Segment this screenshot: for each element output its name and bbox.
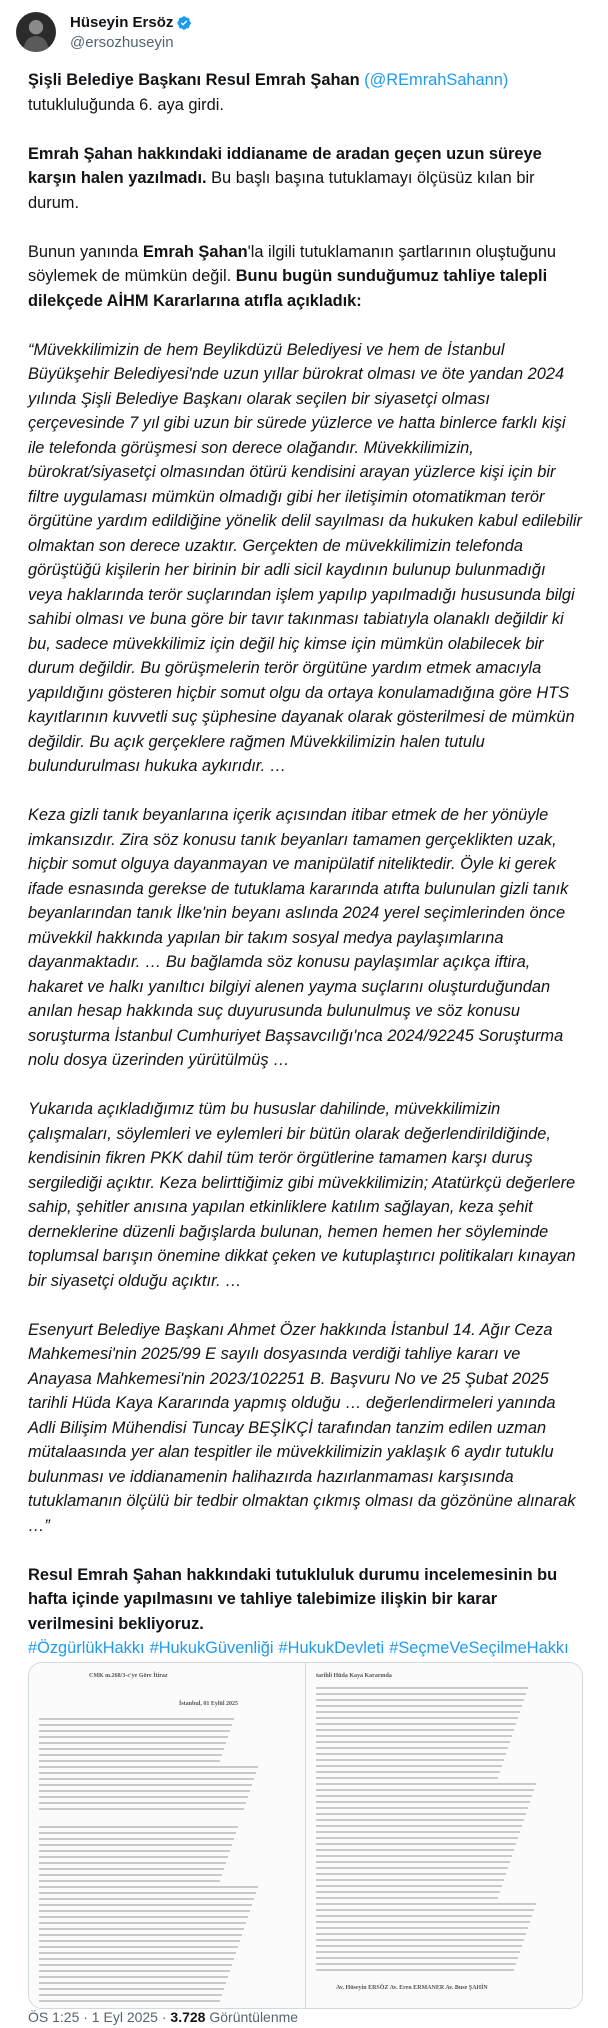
doc-text-line <box>316 1783 536 1785</box>
doc-text-line <box>39 1988 224 1990</box>
hashtag[interactable]: #ÖzgürlükHakkı <box>28 1639 145 1657</box>
doc-text-line <box>316 1735 512 1737</box>
doc-text-line <box>316 1777 498 1779</box>
doc-text-line <box>39 1868 224 1870</box>
paragraph-1 <box>28 68 583 117</box>
doc-text-line <box>316 1927 528 1929</box>
doc-text-line <box>316 1687 528 1689</box>
doc-text-line <box>39 1772 256 1774</box>
doc-text-line <box>39 1898 254 1900</box>
doc-text-line <box>39 1790 250 1792</box>
paragraph-2 <box>28 142 583 216</box>
doc-text-line <box>316 1909 534 1911</box>
doc-text-line <box>316 1807 528 1809</box>
hashtags <box>28 1636 583 1661</box>
doc-text-line <box>39 1856 228 1858</box>
doc-title: CMK m.268/3-c'ye Göre İtiraz <box>89 1673 168 1679</box>
doc-text-line <box>316 1789 534 1791</box>
doc-text-line <box>316 1825 522 1827</box>
doc-text-line <box>39 1760 220 1762</box>
p3-bold: Bunu bugün sunduğumuz tahliye talepli dilekçede AİHM Kararlarına atıfla açıkladık: <box>28 267 548 310</box>
doc-text-line <box>316 1753 506 1755</box>
quote-1: “Müvekkilimizin de hem Beylikdüzü Belediyesi ve hem de İstanbul Büyükşehir Belediyesi'nde uzun yıllar bürokrat olması ve öte yandan 2024 yılında Şişli Belediye Başkanı olarak seçilen bir siyasetçi olması çerçevesinde 7 yıl gibi uzun bir sürede yüzlerce ve hatta binlerce farklı kişi ile telefonda görüşmesi son derece olağandır. Müvekkilimizin, bürokrat/siyasetçi olmasından ötürü kendisini arayan yüzlerce kişi için bir filtre uygulaması mümkün olmadığı gibi her iletişimin otomatikman terör örgütüne yardım edildiğine yönelik delil sayılması da hukuken kabul edilebilir olmaktan son derece uzaktır. Gerçekten de müvekkilimizin telefonda görüştüğü kişilerin her birinin bir adli sicil kaydının bulunup bulunmadığı veya haklarında terör suçlarından işlem yapılıp yapılmadığı hususunda bilgi sahibi olması ve buna göre bir tavır takınması tabiatıyla olanaklı değildir ki bu, sadece müvekkilimiz için değil hiç kimse için mümkün olabilecek bir durum değildir. Bu görüşmelerin terör örgütüne yardım etmek amacıyla yapıldığını gösteren hiçbir somut olgu da ortaya konulamadığına göre HTS kayıtlarının kuvvetli suç şüphesine dayanak olarak gösterilmesi de mümkün değildir. Bu açık gerçeklere rağmen Müvekkilimizin halen tutulu bulundurulması hukuka aykırıdır. … <box>28 340 582 775</box>
attached-document-images[interactable] <box>28 1662 583 2009</box>
doc-text-line <box>39 1952 236 1954</box>
p1-bold: Şişli Belediye Başkanı Resul Emrah Şahan <box>28 71 360 89</box>
doc-text-line <box>39 1718 234 1720</box>
doc-text-line <box>316 1717 518 1719</box>
doc-text-line <box>39 2000 220 2002</box>
doc-text-line <box>316 1891 500 1893</box>
hashtag[interactable]: #HukukGüvenliği <box>149 1639 274 1657</box>
doc-text-line <box>39 1994 222 1996</box>
paragraph-3 <box>28 240 583 314</box>
doc-text-line <box>316 1939 524 1941</box>
doc-text-line <box>316 1771 500 1773</box>
doc-text-line <box>316 1813 526 1815</box>
timestamp[interactable]: ÖS 1:25 · 1 Eyl 2025 · <box>28 2009 167 2025</box>
doc-text-line <box>316 1879 504 1881</box>
doc-text-line <box>39 1730 230 1732</box>
doc-text-line <box>316 1933 526 1935</box>
doc-text-line <box>39 1958 234 1960</box>
doc-signatures: Av. Hüseyin ERSÖZ Av. Eren ERMANER Av. Buse ŞAHİN <box>336 1985 488 1991</box>
doc-text-line <box>39 1796 248 1798</box>
view-count: 3.728 <box>170 2009 206 2025</box>
doc-text-line <box>39 1850 230 1852</box>
doc-text-line <box>39 1838 234 1840</box>
doc-text-line <box>316 1969 514 1971</box>
doc-text-line <box>316 1729 514 1731</box>
doc-text-line <box>316 1915 532 1917</box>
doc-text-line <box>316 1945 522 1947</box>
doc-text-line <box>39 1922 246 1924</box>
doc-text-line <box>39 1808 244 1810</box>
doc-text-line <box>39 1844 232 1846</box>
doc-text-line <box>316 1843 516 1845</box>
tweet-header <box>16 12 592 56</box>
doc-text-line <box>316 1861 510 1863</box>
doc-date: İstanbul, 01 Eylül 2025 <box>179 1701 239 1707</box>
doc-text-line <box>316 1885 502 1887</box>
doc-text-line <box>316 1855 512 1857</box>
doc-text-line <box>39 1802 246 1804</box>
doc-text-line <box>316 1705 522 1707</box>
avatar[interactable] <box>16 12 56 52</box>
author-handle[interactable]: @ersozhuseyin <box>70 34 174 51</box>
doc-text-line <box>316 1957 518 1959</box>
quote-2: Keza gizli tanık beyanlarına içerik açısından itibar etmek de her yönüyle imkansızdır. Zira söz konusu tanık beyanları tamamen gerçeklikten uzak, hiçbir somut olguya dayanmayan ve manipülatif niteliktedir. Öyle ki gerek ifade esnasında gerekse de tutuklama kararında atıfta bulunulan gizli tanık beyanlarından tanık İlke'nin beyanı aslında 2024 yerel seçimlerinden önce müvekkil hakkında yapılan bir takım sosyal medya paylaşımlarına dayanmaktadır. … Bu bağlamda söz konusu paylaşımlar açıkça iftira, hakaret ve halkı yanıltıcı bilgiyi alenen yayma suçlarını oluşturduğundan anılan hesap hakkında suç duyurusunda bulunulmuş ve söz konusu soruşturma İstanbul Cumhuriyet Başsavcılığı'nca 2024/92245 Soruşturma nolu dosya üzerinden yürütülmüş … <box>28 806 569 1069</box>
views-label: Görüntülenme <box>209 2009 299 2025</box>
doc-text-line <box>316 1831 520 1833</box>
doc-text-line <box>316 1759 504 1761</box>
doc-text-line <box>39 1910 250 1912</box>
doc-text-line <box>39 1976 228 1978</box>
p1-rest: tutukluluğunda 6. aya girdi. <box>28 95 224 114</box>
doc-text-line <box>316 1837 518 1839</box>
doc-text-line <box>316 1795 532 1797</box>
doc-text-line <box>39 1982 226 1984</box>
verified-badge-icon <box>176 15 192 31</box>
doc-text-line <box>316 1801 530 1803</box>
p2-bold: Emrah Şahan hakkındaki iddianame de aradan geçen uzun süreye karşın halen yazılmadı. <box>28 144 542 187</box>
doc-text-line <box>39 1934 242 1936</box>
doc-text-line <box>316 1765 502 1767</box>
doc-text-line <box>39 1970 230 1972</box>
doc-text-line <box>39 1964 232 1966</box>
doc-text-line <box>316 1693 526 1695</box>
mention-link[interactable]: (@REmrahSahann) <box>364 71 509 89</box>
doc-text-line <box>316 1741 510 1743</box>
doc-text-line <box>316 1921 530 1923</box>
doc-text-line <box>39 1880 220 1882</box>
tweet-footer <box>28 2009 298 2025</box>
doc-text-line <box>39 1874 222 1876</box>
doc-text-line <box>39 1940 240 1942</box>
doc-text-line <box>39 1784 252 1786</box>
tweet-text <box>28 68 583 1685</box>
doc-text-line <box>39 1748 224 1750</box>
document-page-left[interactable] <box>29 1663 306 2008</box>
quote-3: Yukarıda açıkladığımız tüm bu hususlar dahilinde, müvekkilimizin çalışmaları, söylemleri ve eylemleri bir bütün olarak değerlendirildiğinde, kendisinin fikren PKK dahil tüm terör örgütlerine tamamen karşı duruş sergilediği açıktır. Keza belirttiğimiz gibi müvekkilimizin; Atatürkçü değerlere sahip, şehitler anısına yapılan etkinliklere katılım sağlayan, keza şehit derneklerine düzenli bağışlarda bulunan, hemen hemen her söyleminde toplumsal barışın önemine dikkat çeken ve kutuplaştırıcı politikaları kınayan bir siyasetçi olduğu açıktır. … <box>28 1100 576 1290</box>
hashtag[interactable]: #HukukDevleti <box>278 1639 385 1657</box>
doc-text-line <box>316 1819 524 1821</box>
p3-a: Bunun yanında <box>28 242 139 261</box>
doc-text-line <box>39 1832 236 1834</box>
doc-text-line <box>316 1963 516 1965</box>
doc-text-line <box>39 1928 244 1930</box>
doc-text-line <box>39 1862 226 1864</box>
doc-text-line <box>39 1736 228 1738</box>
doc-text-line <box>316 1951 520 1953</box>
doc-text-line <box>39 1826 238 1828</box>
doc-text-line <box>316 1897 498 1899</box>
doc-text-line <box>39 1724 232 1726</box>
doc-text-line <box>39 1892 256 1894</box>
doc-text-line <box>316 1723 516 1725</box>
doc-text-line <box>316 1903 536 1905</box>
doc-text-line <box>316 1849 514 1851</box>
doc-text-line <box>316 1867 508 1869</box>
doc-text-line <box>39 1754 222 1756</box>
p3-name: Emrah Şahan <box>142 242 248 261</box>
quote-4: Esenyurt Belediye Başkanı Ahmet Özer hakkında İstanbul 14. Ağır Ceza Mahkemesi'nin 2025/99 E sayılı dosyasında verdiği tahliye kararı ve Anayasa Mahkemesi'nin 2023/102251 B. Başvuru No ve 25 Şubat 2025 tarihli Hüda Kaya Kararında yapmış olduğu … değerlendirmeleri yanında Adli Bilişim Mühendisi Tuncay BEŞİKÇİ tarafından tanzim edilen uzman mütalaasında yer alan tespitler ile müvekkilimizin yaklaşık 6 aydır tutuklu bulunması ve iddianamenin halihazırda hazırlanmaması karşısında tutuklamanın ölçülü bir tedbir olmaktan çıkmış olması da gözönüne alınarak …” <box>28 1320 576 1535</box>
doc-text-line <box>39 1916 248 1918</box>
doc-text-line <box>39 1904 252 1906</box>
author-name[interactable]: Hüseyin Ersöz <box>70 14 174 31</box>
doc-text-line <box>316 1873 506 1875</box>
doc-text-line <box>39 1766 258 1768</box>
p2-rest: Bu başlı başına tutuklamayı ölçüsüz kılan bir durum. <box>28 169 535 212</box>
doc-text-line <box>316 1699 524 1701</box>
doc-text-line <box>316 1747 508 1749</box>
hashtag[interactable]: #SeçmeVeSeçilmeHakkı <box>389 1639 569 1657</box>
p3-c: 'la ilgili tutuklamanın şartlarının oluştuğunu söylemek de mümkün değil. <box>28 242 556 285</box>
author-name-row[interactable] <box>70 14 192 31</box>
document-page-right[interactable] <box>306 1663 582 2008</box>
doc-text-line <box>39 1946 238 1948</box>
closing-paragraph: Resul Emrah Şahan hakkındaki tutukluluk durumu incelemesinin bu hafta içinde yapılmasını ve tahliye talebimize ilişkin bir karar verilmesini bekliyoruz. <box>28 1565 558 1633</box>
doc-text-line <box>39 1778 254 1780</box>
doc-text-line <box>39 1742 226 1744</box>
doc-text-line <box>316 1711 520 1713</box>
doc-right-header: tarihli Hüda Kaya Kararında <box>316 1673 392 1679</box>
doc-text-line <box>39 1886 258 1888</box>
